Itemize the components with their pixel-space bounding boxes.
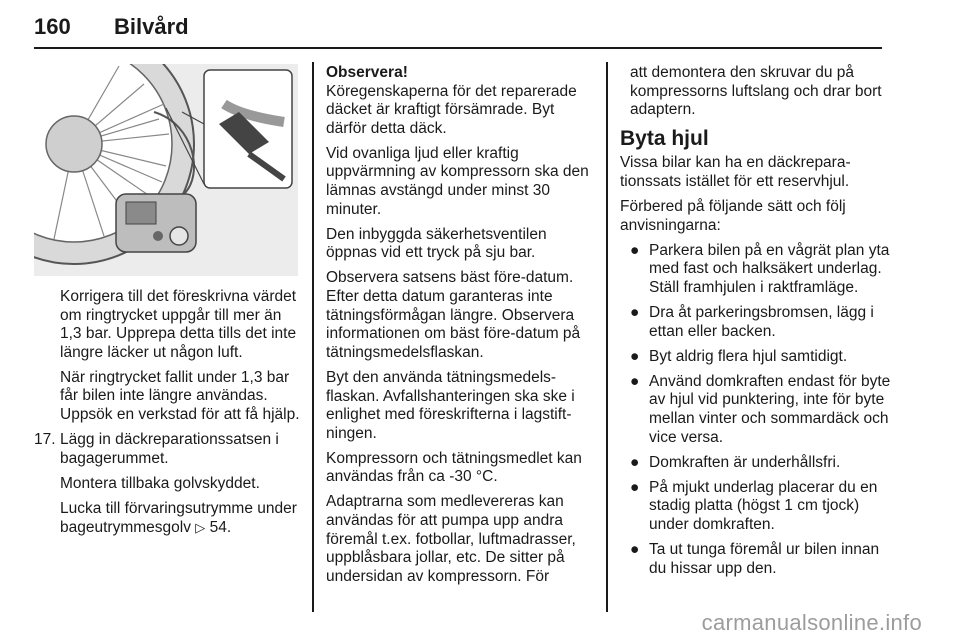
list-item: ● Ta ut tunga föremål ur bilen innan du hissar upp den. — [630, 541, 880, 577]
bullet-icon: ● — [630, 453, 640, 471]
bullet-icon: ● — [630, 478, 640, 496]
column-right — [620, 64, 892, 585]
step-number: 17. — [34, 431, 56, 449]
paragraph: Köregenskaperna för det reparerade däcket är kraftigt försämrade. Byt därför detta däck. — [326, 82, 577, 137]
paragraph: Observera satsens bäst före-datum. Efter detta datum garanteras inte tätningsförmågan längre. Observera informationen om bäst före-datum på tätningsmedelsflaskan. — [326, 269, 581, 361]
bullet-list — [620, 242, 892, 579]
compressor-icon — [116, 194, 196, 252]
numbered-step — [34, 431, 300, 468]
tyre-compressor-icon — [34, 64, 298, 276]
list-item: ● Använd domkraften endast för byte av hjul vid punktering, inte för byte mellan vinter och sommardäck och vice versa. — [630, 372, 891, 446]
paragraph: Vissa bilar kan ha en däckreparationssats istället för ett reservhjul. — [620, 154, 851, 190]
step-text: Lägg in däckreparationssatsen i bagagerummet. — [60, 431, 279, 467]
bullet-icon: ● — [630, 372, 640, 390]
section-heading: Byta hjul — [620, 126, 709, 150]
column-divider — [606, 62, 608, 612]
bullet-icon: ● — [630, 304, 640, 322]
paragraph: Adaptrarna som medlevereras kan användas för att pumpa upp andra föremål t.ex. fotbollar, luftmadrasser, uppblåsbara jollar, etc. De sitter på undersidan av kompressorn. För — [326, 493, 576, 585]
paragraph: att demontera den skruvar du på kompressorns luftslang och drar bort adaptern. — [630, 64, 882, 119]
bullet-icon: ● — [630, 347, 640, 365]
list-item: ● Parkera bilen på en vågrät plan yta med fast och halksäkert underlag. Ställ framhjulen i raktframläge. — [630, 241, 890, 296]
column-divider — [312, 62, 314, 612]
column-middle — [326, 64, 594, 593]
arrow-reference-icon[interactable]: ▷ — [195, 519, 206, 535]
list-item: ● Domkraften är underhållsfri. — [630, 453, 841, 471]
paragraph: Vid ovanliga ljud eller kraftig uppvärmning av kompressorn ska den lämnas avstängd under minst 30 minuter. — [326, 144, 589, 218]
watermark: carmanualsonline.info — [701, 610, 922, 635]
paragraph: Den inbyggda säkerhetsventilen öppnas vid ett tryck på sju bar. — [326, 225, 547, 262]
header-rule — [34, 47, 882, 49]
note-heading: Observera! — [326, 64, 408, 81]
list-item: ● Byt aldrig flera hjul samtidigt. — [630, 347, 848, 365]
paragraph: Byt den använda tätningsmedelsflaskan. Avfallshanteringen ska ske i enlighet med föreskrifterna i lagstiftningen. — [326, 368, 575, 442]
paragraph: Kompressorn och tätningsmedlet kan användas från ca -30 °C. — [326, 449, 582, 486]
paragraph-text: Lucka till förvaringsutrymme under bageutrymmesgolv — [60, 499, 297, 536]
compressor-illustration — [34, 64, 298, 276]
paragraph: När ringtrycket fallit under 1,3 bar får bilen inte längre användas. Uppsök en verkstad för att få hjälp. — [60, 368, 300, 424]
list-item: ● Dra åt parkeringsbromsen, lägg i ettan eller backen. — [630, 304, 874, 340]
paragraph — [34, 500, 300, 537]
paragraph: Förbered på följande sätt och följ anvisningarna: — [620, 198, 846, 234]
bullet-icon: ● — [630, 241, 640, 259]
list-item: ● På mjukt underlag placerar du en stadig platta (högst 1 cm tjock) under domkraften. — [630, 478, 878, 533]
paragraph: Korrigera till det föreskrivna värdet om ringtrycket uppgår till mer än 1,3 bar. Upprepa detta tills det inte längre läcker ut någon luft. — [60, 288, 297, 361]
page-number: 160 — [34, 14, 71, 39]
page-reference[interactable]: 54. — [209, 518, 232, 536]
bullet-icon: ● — [630, 541, 640, 559]
page-header — [34, 14, 882, 50]
paragraph: Montera tillbaka golvskyddet. — [60, 474, 260, 492]
chapter-title: Bilvård — [114, 14, 189, 39]
column-left — [34, 64, 300, 544]
